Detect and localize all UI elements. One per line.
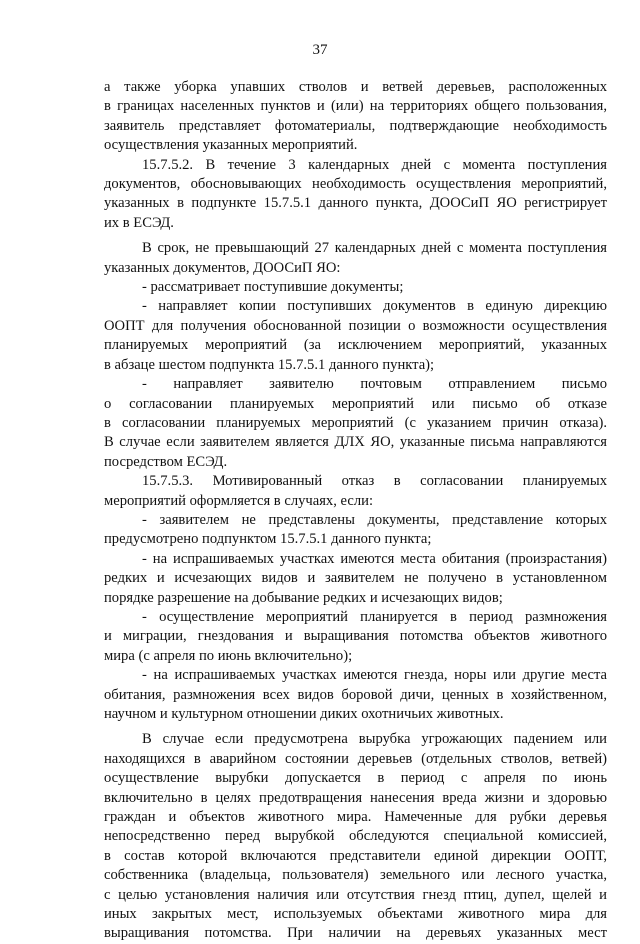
text-line: планируемых мероприятий (за исключением мероприятий, указанных — [104, 337, 607, 354]
text-line: выращивания потомства. При наличии на деревьях указанных мест — [104, 925, 607, 942]
text-line: включительно в целях предотвращения нанесения вреда жизни и здоровью — [104, 789, 607, 806]
text-line: их в ЕСЭД. — [104, 214, 174, 231]
text-line: порядке разрешение на добывание редких и исчезающих видов; — [104, 589, 503, 606]
text-line: - заявителем не представлены документы, представление которых — [142, 511, 607, 528]
text-line: редких и исчезающих видов и заявителем не получено в установленном — [104, 570, 607, 587]
text-line: граждан и объектов животного мира. Намеченные для рубки деревья — [104, 809, 607, 826]
text-line: а также уборка упавших стволов и ветвей деревьев, расположенных — [104, 79, 607, 95]
text-line: в согласовании планируемых мероприятий (с указанием причин отказа). — [104, 414, 607, 431]
text-line: в состав которой включаются представители единой дирекции ООПТ, — [104, 847, 607, 864]
text-line: осуществление вырубки допускается в период с апреля по июнь — [104, 770, 607, 787]
text-line: иных закрытых мест, используемых объектами животного мира для — [104, 906, 607, 923]
page-number: 37 — [312, 42, 328, 58]
text-line: мероприятий оформляется в случаях, если: — [104, 492, 373, 509]
text-line: научном и культурном отношении диких охотничьих животных. — [104, 706, 504, 722]
text-line: 15.7.5.3. Мотивированный отказ в согласовании планируемых — [142, 473, 607, 490]
text-line: мира (с апреля по июнь включительно); — [104, 647, 353, 664]
text-line: с целью установления наличия или отсутствия гнезд птиц, дупел, щелей и — [104, 886, 607, 903]
text-line: - направляет заявителю почтовым отправлением письмо — [142, 376, 607, 393]
text-line: - на испрашиваемых участках имеются места обитания (произрастания) — [142, 550, 607, 567]
text-line: В случае если заявителем является ДЛХ ЯО, указанные письма направляются — [104, 434, 607, 451]
text-line: указанных документов, ДООСиП ЯО: — [104, 259, 341, 276]
text-line: непосредственно перед вырубкой обследуются специальной комиссией, — [104, 828, 607, 845]
text-line: - на испрашиваемых участках имеются гнезда, норы или другие места — [142, 667, 607, 684]
text-line: 15.7.5.2. В течение 3 календарных дней с момента поступления — [142, 156, 607, 173]
text-line: обитания, размножения всех видов боровой дичи, ценных в хозяйственном, — [104, 686, 607, 703]
text-line: документов, обосновывающих необходимость осуществления мероприятий, — [104, 176, 607, 193]
document-body — [104, 78, 607, 944]
text-line: - направляет копии поступивших документов в единую дирекцию — [142, 298, 607, 315]
text-line: осуществления указанных мероприятий. — [104, 137, 358, 154]
text-line: указанных в подпункте 15.7.5.1 данного пункта, ДООСиП ЯО регистрирует — [104, 195, 607, 212]
text-line: - рассматривает поступившие документы; — [142, 279, 404, 296]
text-line: - осуществление мероприятий планируется в период размножения — [142, 608, 607, 625]
text-line: предусмотрено подпунктом 15.7.5.1 данного пункта; — [104, 531, 432, 548]
text-line: ООПТ для получения обоснованной позиции о возможности осуществления — [104, 317, 607, 334]
text-line: В срок, не превышающий 27 календарных дней с момента поступления — [142, 240, 607, 257]
text-line: и миграции, гнездования и выращивания потомства объектов животного — [104, 628, 607, 645]
text-line: в границах населенных пунктов и (или) на территориях общего пользования, — [104, 98, 607, 115]
text-line: заявитель представляет фотоматериалы, подтверждающие необходимость — [104, 117, 607, 134]
text-line: В случае если предусмотрена вырубка угрожающих падением или — [142, 731, 607, 748]
text-line: собственника (владельца, пользователя) земельного или лесного участка, — [104, 867, 607, 884]
text-line: посредством ЕСЭД. — [104, 453, 228, 470]
text-line: находящихся в аварийном состоянии деревьев (отдельных стволов, ветвей) — [104, 750, 607, 767]
text-line: о согласовании планируемых мероприятий или письмо об отказе — [104, 395, 607, 412]
text-line: в абзаце шестом подпункта 15.7.5.1 данного пункта); — [104, 356, 435, 373]
